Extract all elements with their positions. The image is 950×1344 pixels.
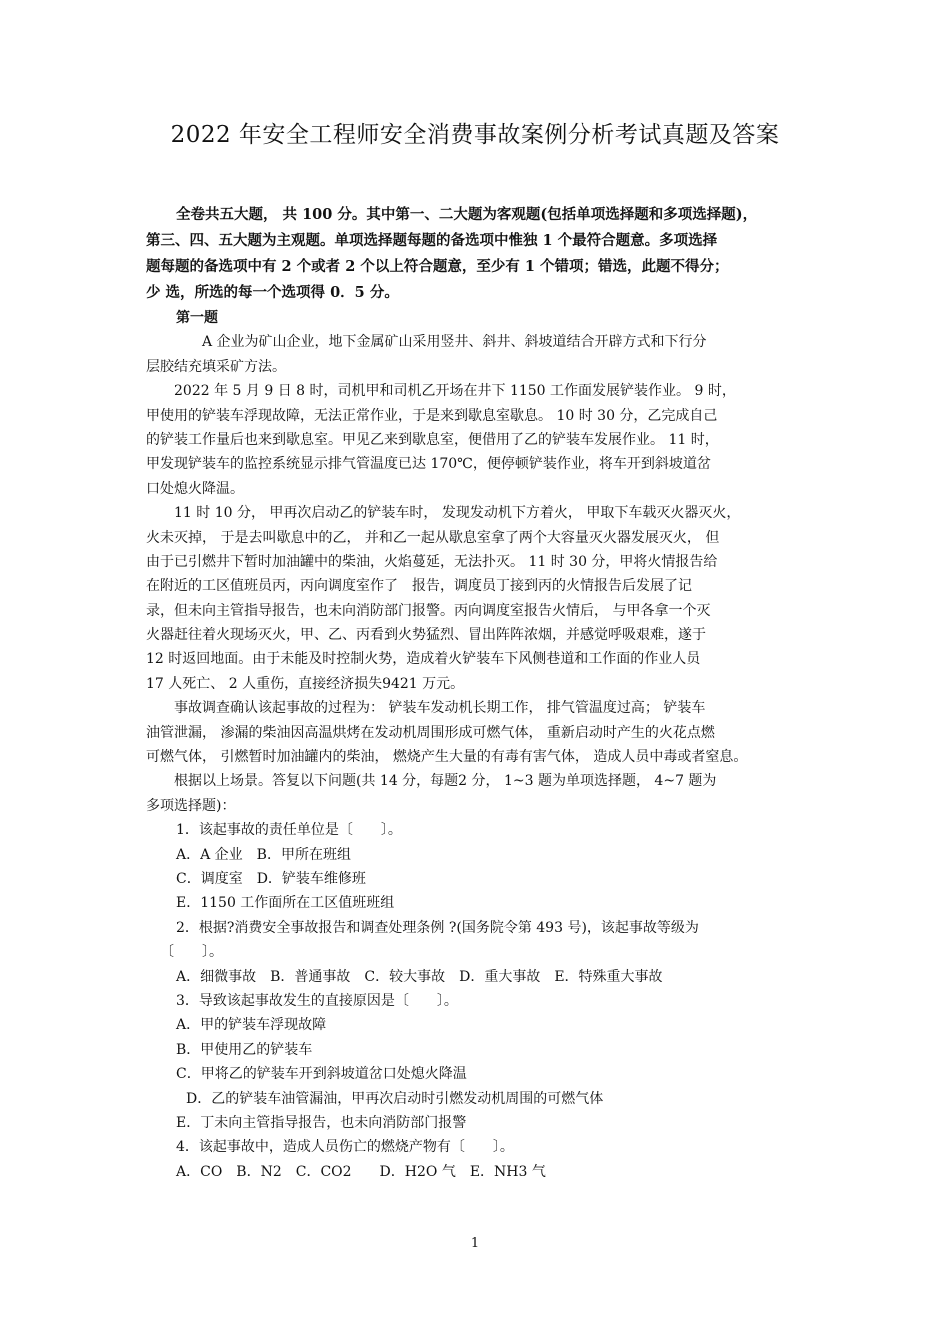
question-option: E．丁未向主管指导报告，也未向消防部门报警	[176, 1114, 467, 1131]
paragraph-line: 根据以上场景。答复以下问题(共 14 分，每题2 分， 1~3 题为单项选择题， 4~7 题为	[174, 773, 717, 790]
question-option: A．细微事故 B．普通事故 C．较大事故 D．重大事故 E．特殊重大事故	[176, 968, 663, 985]
question-option: A．CO B．N2 C．CO2 D．H2O 气 E．NH3 气	[176, 1163, 546, 1180]
question-stem: 1．该起事故的责任单位是〔 〕。	[176, 822, 402, 839]
paragraph-fire	[146, 501, 822, 696]
paragraph-timeline	[146, 379, 822, 501]
paragraph-line: 口处熄火降温。	[146, 480, 244, 497]
paragraph-line: A 企业为矿山企业，地下金属矿山采用竖井、斜井、斜坡道结合开辟方式和下行分	[202, 334, 707, 351]
paragraph-line: 在附近的工区值班员丙，丙向调度室作了 报告，调度员丁接到丙的火情报告后发展了记	[146, 578, 692, 595]
question-option: E．1150 工作面所在工区值班班组	[176, 895, 395, 912]
page-number: 1	[470, 1236, 480, 1251]
instruction-line: 题每题的备选项中有 2 个或者 2 个以上符合题意，至少有 1 个错项；错选，此题不得分；	[146, 258, 729, 275]
paragraph-line: 火未灭掉， 于是去叫歇息中的乙， 并和乙一起从歇息室拿了两个大容量灭火器发展灭火， 但	[146, 529, 720, 546]
question-4	[146, 1135, 822, 1184]
paragraph-question-intro	[146, 769, 822, 818]
paragraph-line: 层胶结充填采矿方法。	[146, 358, 286, 375]
paragraph-line: 2022 年 5 月 9 日 8 时，司机甲和司机乙开场在井下 1150 工作面发展铲装作业。 9 时，	[174, 383, 736, 400]
question-stem: 4．该起事故中，造成人员伤亡的燃烧产物有〔 〕。	[176, 1139, 514, 1156]
instruction-line: 第三、四、五大题为主观题。单项选择题每题的备选项中惟独 1 个最符合题意。多项选择	[146, 232, 718, 249]
section-heading: 第一题	[176, 310, 218, 326]
question-option: A．A 企业 B．甲所在班组	[176, 846, 351, 863]
paragraph-line: 由于已引燃井下暂时加油罐中的柴油，火焰蔓延，无法扑灭。 11 时 30 分，甲将火情报告给	[146, 553, 718, 570]
question-1	[146, 818, 822, 916]
question-option: C．调度室 D．铲装车维修班	[176, 870, 366, 887]
question-stem: 3．导致该起事故发生的直接原因是〔 〕。	[176, 992, 458, 1009]
paragraph-company	[146, 330, 822, 379]
document-title: 2022 年安全工程师安全消费事故案例分析考试真题及答案	[170, 122, 780, 148]
question-2	[146, 916, 822, 989]
instruction-line: 全卷共五大题， 共 100 分。其中第一、二大题为客观题(包括单项选择题和多项选择题)，	[176, 206, 758, 223]
paragraph-line: 油管泄漏， 渗漏的柴油因高温烘烤在发动机周围形成可燃气体， 重新启动时产生的火花点燃	[146, 724, 715, 741]
question-option: B．甲使用乙的铲装车	[176, 1041, 313, 1058]
paragraph-line: 录，但未向主管指导报告，也未向消防部门报警。丙向调度室报告火情后， 与甲各拿一个灭	[146, 602, 711, 619]
question-option: D．乙的铲装车油管漏油，甲再次启动时引燃发动机周围的可燃气体	[186, 1090, 604, 1107]
paragraph-line: 11 时 10 分， 甲再次启动乙的铲装车时， 发现发动机下方着火， 甲取下车载灭火器灭火，	[174, 505, 741, 522]
question-option: A．甲的铲装车浮现故障	[176, 1017, 327, 1034]
paragraph-line: 12 时返回地面。由于未能及时控制火势，造成着火铲装车下风侧巷道和工作面的作业人员	[146, 651, 701, 668]
question-stem: 2．根据?消费安全事故报告和调查处理条例 ?(国务院令第 493 号)，该起事故等级为	[176, 919, 699, 936]
paragraph-line: 甲发现铲装车的监控系统显示排气管温度已达 170℃，便停顿铲装作业，将车开到斜坡道岔	[146, 456, 711, 473]
paragraph-line: 多项选择题)：	[146, 797, 236, 814]
instruction-line: 少 选，所选的每一个选项得 0．5 分。	[146, 284, 399, 301]
paragraph-line: 火器赶往着火现场灭火，甲、乙、丙看到火势猛烈、冒出阵阵浓烟，并感觉呼吸艰难，遂于	[146, 627, 706, 644]
paragraph-line: 可燃气体， 引燃暂时加油罐内的柴油， 燃烧产生大量的有毒有害气体， 造成人员中毒或者窒息。	[146, 749, 748, 766]
question-stem: 〔 〕。	[160, 944, 223, 961]
exam-instructions	[146, 202, 822, 306]
question-option: C．甲将乙的铲装车开到斜坡道岔口处熄火降温	[176, 1066, 467, 1083]
paragraph-line: 17 人死亡、 2 人重伤，直接经济损失9421 万元。	[146, 675, 465, 692]
question-3	[146, 989, 822, 1135]
paragraph-line: 甲使用的铲装车浮现故障，无法正常作业，于是来到歇息室歇息。 10 时 30 分，乙完成自己	[146, 407, 718, 424]
paragraph-investigation	[146, 696, 822, 769]
document-body	[146, 202, 822, 1184]
paragraph-line: 事故调查确认该起事故的过程为： 铲装车发动机长期工作， 排气管温度过高； 铲装车	[174, 700, 706, 717]
paragraph-line: 的铲装工作量后也来到歇息室。甲见乙来到歇息室，便借用了乙的铲装车发展作业。 11 时，	[146, 431, 719, 448]
